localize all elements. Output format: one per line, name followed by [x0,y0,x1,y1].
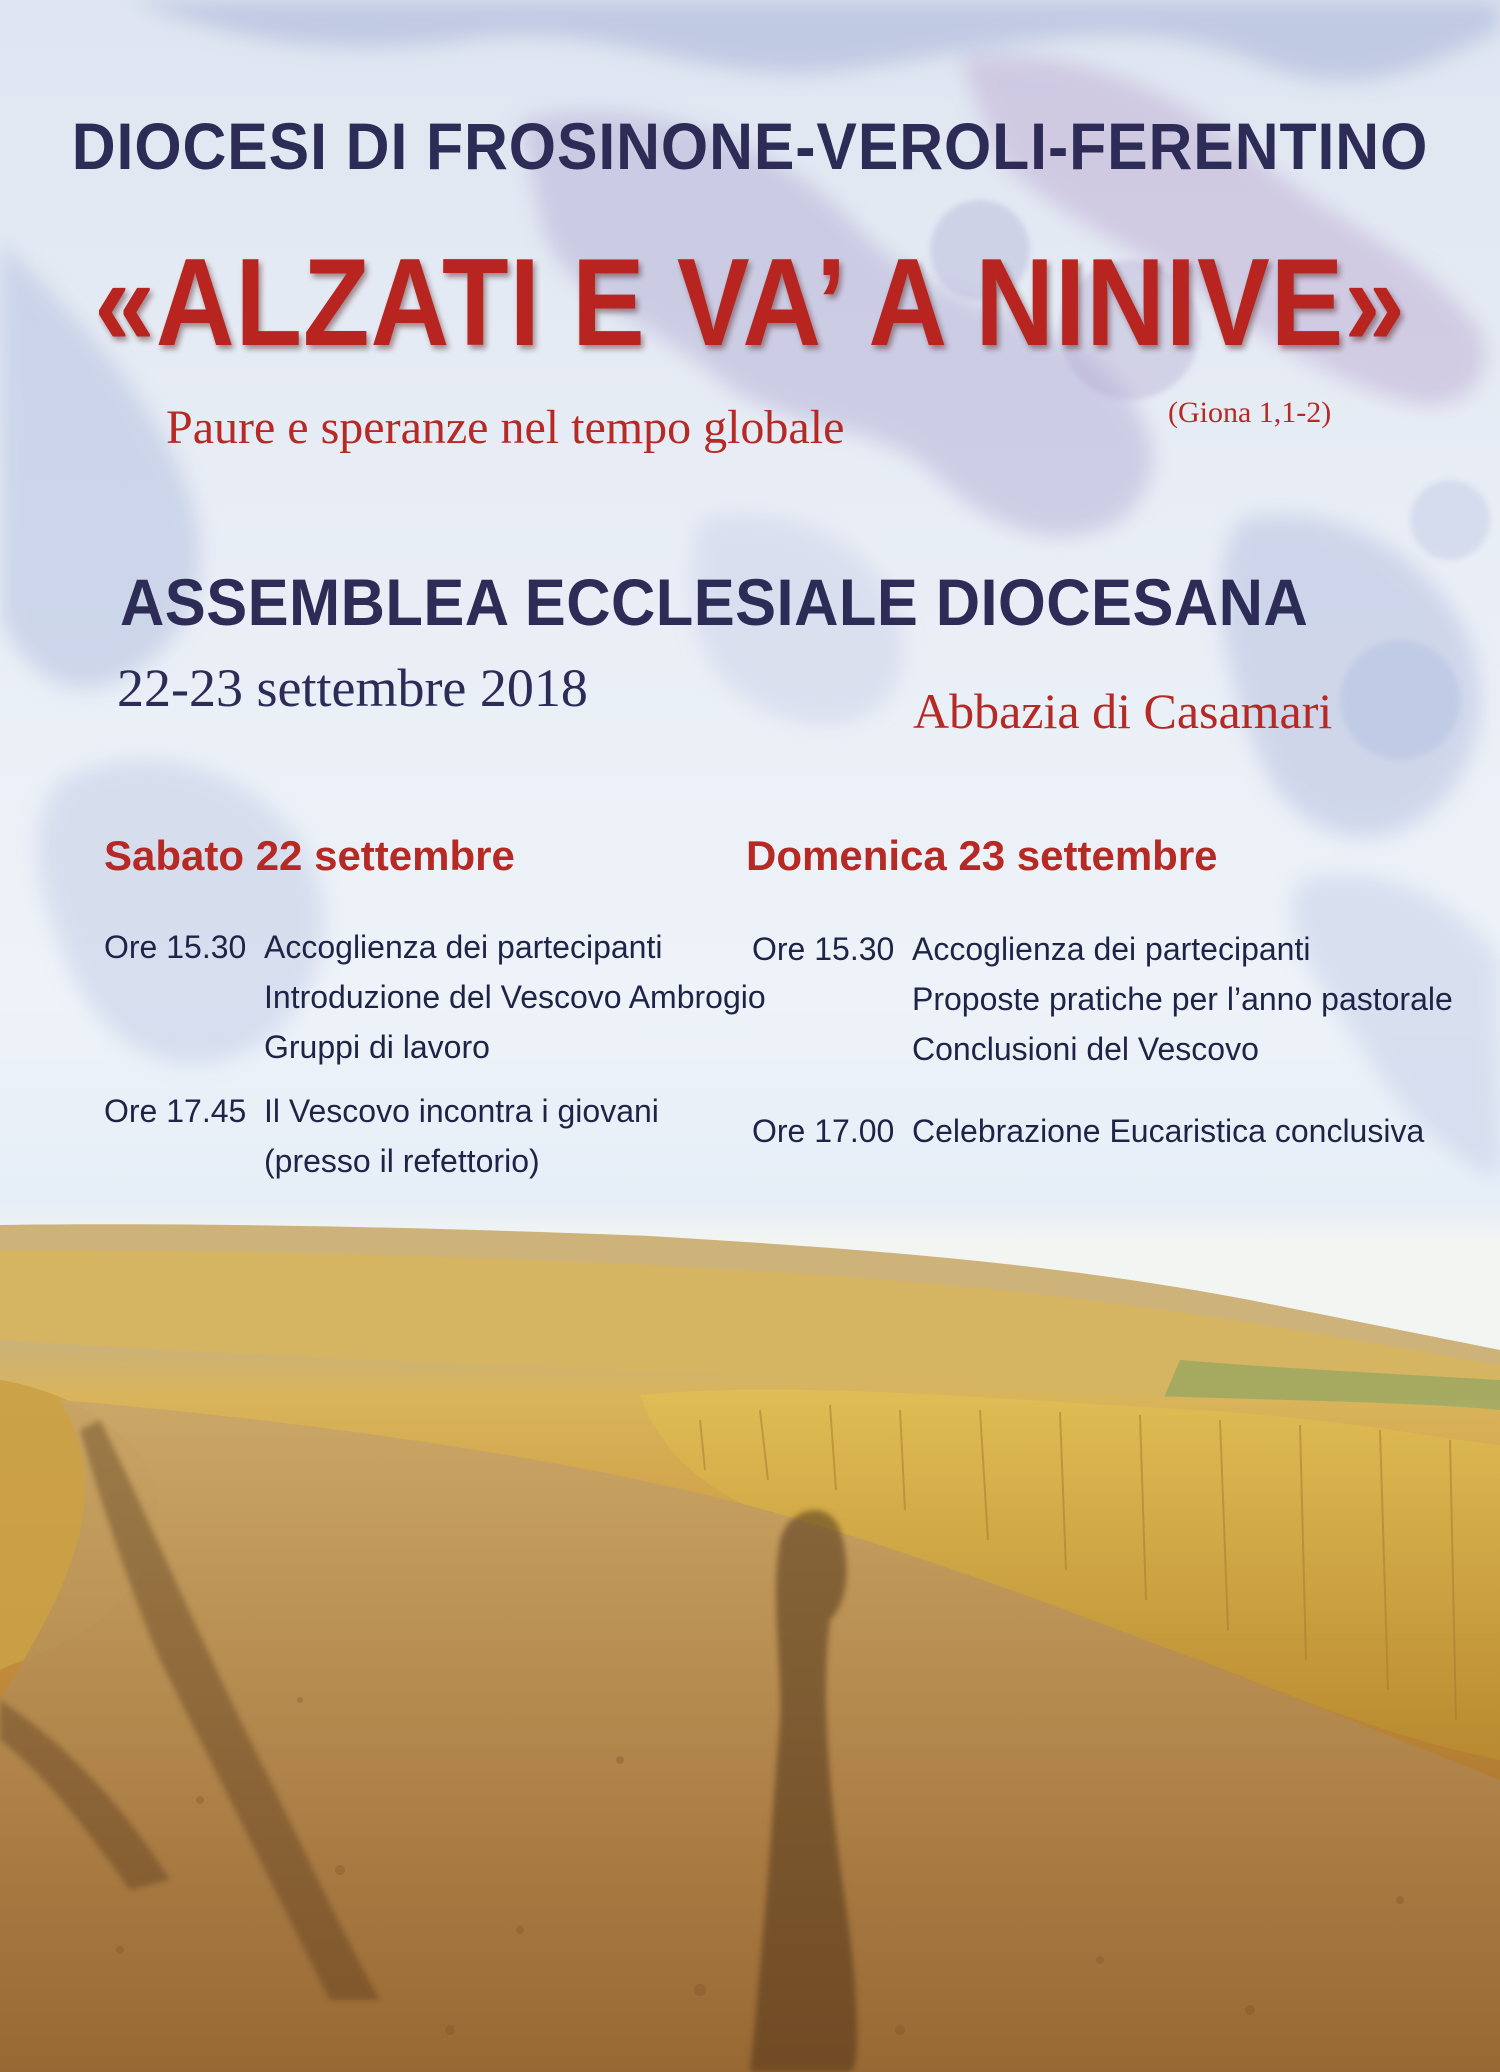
sunday-time-1: Ore 15.30 [752,931,895,967]
saturday-slot-2 [264,1086,659,1186]
sunday-heading: Domenica 23 settembre [746,832,1218,879]
diocese-title: DIOCESI DI FROSINONE-VEROLI-FERENTINO [71,109,1429,183]
schedule-line: Proposte pratiche per l’anno pastorale [912,981,1453,1017]
schedule-line: Il Vescovo incontra i giovani [264,1093,659,1129]
saturday-time-1: Ore 15.30 [104,929,247,965]
saturday-slot-1 [264,922,766,1072]
schedule-line: Gruppi di lavoro [264,1029,490,1065]
event-venue: Abbazia di Casamari [913,683,1333,739]
main-title: «ALZATI E VA’ A NINIVE» [94,234,1406,372]
schedule-line: Accoglienza dei partecipanti [912,931,1311,967]
event-name: ASSEMBLEA ECCLESIALE DIOCESANA [120,565,1309,639]
event-dates: 22-23 settembre 2018 [117,658,588,718]
sunday-slot-2 [912,1106,1424,1156]
sunday-time-2: Ore 17.00 [752,1113,895,1149]
schedule-line: Celebrazione Eucaristica conclusiva [912,1113,1425,1149]
schedule-line: Introduzione del Vescovo Ambrogio [264,979,766,1015]
bible-reference: (Giona 1,1-2) [1168,396,1332,429]
subtitle: Paure e speranze nel tempo globale [166,401,845,454]
schedule-line: Conclusioni del Vescovo [912,1031,1259,1067]
saturday-heading: Sabato 22 settembre [104,832,515,879]
schedule-line: Accoglienza dei partecipanti [264,929,663,965]
sunday-slot-1 [912,924,1453,1074]
saturday-time-2: Ore 17.45 [104,1093,247,1129]
schedule-line: (presso il refettorio) [264,1143,540,1179]
